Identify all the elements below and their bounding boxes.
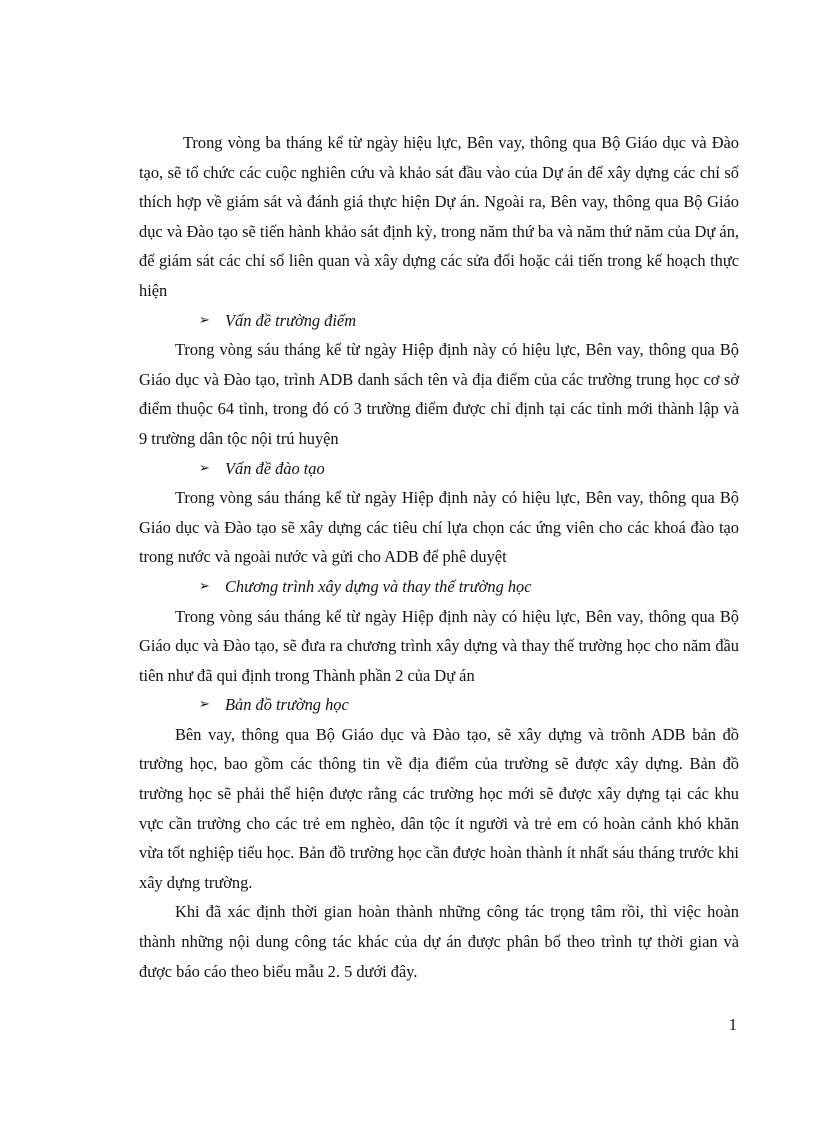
heading-school-map xyxy=(139,690,739,720)
heading-training xyxy=(139,454,739,484)
heading-label: Vấn đề đào tạo xyxy=(225,458,325,478)
heading-label: Vấn đề trường điểm xyxy=(225,310,357,330)
heading-label: Bản đồ trường học xyxy=(225,695,349,715)
arrow-bullet-icon: ➢ xyxy=(199,312,210,328)
paragraph-school-map: Bên vay, thông qua Bộ Giáo dục và Đào tạo, sẽ xây dựng và trõnh ADB bản đồ trường học, bao gồm các thông tin về địa điểm của trường sẽ được xây dựng. Bản đồ trường học sẽ phải thể hiện được rằng các trường học mới sẽ được xây dựng tại các khu vực cần trường cho các trẻ em nghèo, dân tộc ít người và trẻ em có hoàn cảnh khó khăn vừa tốt nghiệp tiểu học. Bản đồ trường học cần được hoàn thành ít nhất sáu tháng trước khi xây dựng trường. xyxy=(139,724,739,892)
arrow-bullet-icon: ➢ xyxy=(199,578,210,594)
paragraph-key-schools: Trong vòng sáu tháng kể từ ngày Hiệp định này có hiệu lực, Bên vay, thông qua Bộ Giáo dục và Đào tạo, trình ADB danh sách tên và địa điểm của các trường trung học cơ sở điểm thuộc 64 tỉnh, trong đó có 3 trường điểm được chỉ định tại các tỉnh mới thành lập và 9 trường dân tộc nội trú huyện xyxy=(139,340,739,448)
page-number: 1 xyxy=(728,1015,737,1034)
paragraph-construction-program: Trong vòng sáu tháng kể từ ngày Hiệp định này có hiệu lực, Bên vay, thông qua Bộ Giáo dục và Đào tạo, sẽ đưa ra chương trình xây dựng và thay thế trường học cho năm đầu tiên như đã qui định trong Thành phần 2 của Dự án xyxy=(139,606,739,685)
arrow-bullet-icon: ➢ xyxy=(199,460,210,476)
paragraph-monitoring: Trong vòng ba tháng kể từ ngày hiệu lực, Bên vay, thông qua Bộ Giáo dục và Đào tạo, sẽ tổ chức các cuộc nghiên cứu và khảo sát đầu vào của Dự án để xây dựng các chỉ số thích hợp về giám sát và đánh giá thực hiện Dự án. Ngoài ra, Bên vay, thông qua Bộ Giáo dục và Đào tạo sẽ tiến hành khảo sát định kỳ, trong năm thứ ba và năm thứ năm của Dự án, để giám sát các chỉ số liên quan và xây dựng các sửa đổi hoặc cải tiến trong kế hoạch thực hiện xyxy=(139,133,739,300)
arrow-bullet-icon: ➢ xyxy=(199,697,210,713)
heading-construction-program xyxy=(139,572,739,602)
paragraph-schedule: Khi đã xác định thời gian hoàn thành những công tác trọng tâm rồi, thì việc hoàn thành những nội dung công tác khác của dự án được phân bổ theo trình tự thời gian và được báo cáo theo biểu mẫu 2. 5 dưới đây. xyxy=(139,902,739,981)
heading-label: Chương trình xây dựng và thay thế trường học xyxy=(225,576,532,596)
heading-key-schools xyxy=(139,306,739,336)
paragraph-training: Trong vòng sáu tháng kể từ ngày Hiệp định này có hiệu lực, Bên vay, thông qua Bộ Giáo dục và Đào tạo sẽ xây dựng các tiêu chí lựa chọn các ứng viên cho các khoá đào tạo trong nước và ngoài nước và gửi cho ADB để phê duyệt xyxy=(139,488,739,567)
document-body xyxy=(139,128,739,986)
